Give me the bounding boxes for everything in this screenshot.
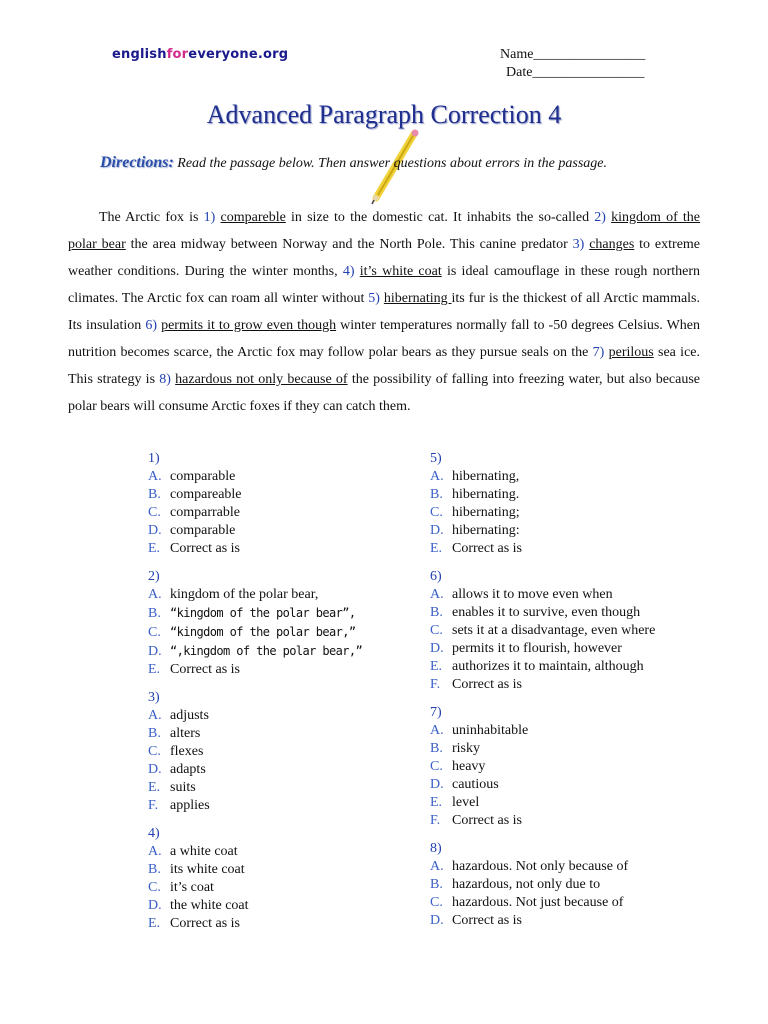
option-text: “,kingdom of the polar bear,” [170, 644, 363, 658]
answer-option[interactable] [148, 623, 408, 642]
question-8 [430, 840, 720, 930]
passage-error-6: permits it to grow even though [161, 318, 337, 333]
passage-marker-2: 2) [594, 210, 606, 225]
answer-option[interactable] [148, 879, 408, 897]
question-number: 5) [430, 451, 442, 466]
option-letter: A. [430, 587, 444, 602]
option-text: the white coat [170, 898, 249, 913]
passage-marker-5: 5) [368, 291, 380, 306]
passage-error-3: changes [589, 237, 635, 252]
option-letter: E. [148, 916, 161, 931]
option-letter: A. [430, 723, 444, 738]
answer-option[interactable] [148, 540, 408, 558]
passage-error-5: hibernating [383, 291, 452, 306]
answer-option[interactable] [148, 586, 408, 604]
option-text: compareable [170, 487, 242, 502]
option-letter: B. [148, 606, 161, 621]
option-text: allows it to move even when [452, 587, 613, 602]
passage-marker-3: 3) [572, 237, 585, 252]
option-text: uninhabitable [452, 723, 529, 738]
option-letter: B. [430, 877, 443, 892]
option-text: kingdom of the polar bear, [170, 587, 319, 602]
question-4 [148, 825, 408, 933]
answer-option[interactable] [430, 794, 720, 812]
answer-option[interactable] [430, 640, 720, 658]
option-text: adapts [170, 762, 206, 777]
passage-marker-8: 8) [159, 372, 171, 387]
passage-error-1: compareble [220, 210, 286, 225]
answer-option[interactable] [148, 642, 408, 661]
site-logo-everyone: everyone.org [188, 47, 289, 62]
option-text: hibernating. [452, 487, 520, 502]
option-letter: E. [430, 541, 443, 556]
option-letter: F. [430, 813, 441, 828]
directions-label: Directions: [100, 154, 174, 171]
option-letter: E. [148, 541, 161, 556]
answer-option[interactable] [148, 897, 408, 915]
option-text: level [452, 795, 480, 810]
passage-marker-4: 4) [342, 264, 355, 279]
option-text: hibernating; [452, 505, 520, 520]
date-field[interactable]: Date________________ [506, 65, 645, 80]
answer-option[interactable] [148, 604, 408, 623]
question-5 [430, 450, 720, 558]
question-number: 6) [430, 569, 442, 584]
option-text: comparrable [170, 505, 240, 520]
option-text: comparable [170, 469, 236, 484]
option-letter: E. [430, 795, 443, 810]
option-letter: C. [148, 744, 161, 759]
option-letter: C. [148, 880, 161, 895]
answer-option[interactable] [430, 894, 720, 912]
option-text: Correct as is [452, 813, 522, 828]
question-number: 3) [148, 690, 160, 705]
option-letter: D. [430, 641, 444, 656]
option-text: Correct as is [452, 677, 522, 692]
question-number: 7) [430, 705, 442, 720]
option-text: hibernating: [452, 523, 520, 538]
answer-option[interactable] [430, 676, 720, 694]
option-text: Correct as is [170, 541, 240, 556]
option-letter: B. [148, 862, 161, 877]
option-letter: F. [148, 798, 159, 813]
option-letter: A. [148, 844, 162, 859]
answer-option[interactable] [430, 622, 720, 640]
answer-option[interactable] [430, 776, 720, 794]
question-2 [148, 568, 408, 679]
answer-option[interactable] [148, 661, 408, 679]
question-number: 8) [430, 841, 442, 856]
option-letter: E. [430, 659, 443, 674]
passage-marker-6: 6) [145, 318, 157, 333]
answer-option[interactable] [430, 604, 720, 622]
answer-option[interactable] [430, 912, 720, 930]
option-text: “kingdom of the polar bear,” [170, 625, 356, 639]
option-letter: B. [430, 605, 443, 620]
option-letter: C. [430, 505, 443, 520]
option-letter: F. [430, 677, 441, 692]
option-text: enables it to survive, even though [452, 605, 641, 620]
option-text: permits it to flourish, however [452, 641, 622, 656]
question-3 [148, 689, 408, 815]
answer-option[interactable] [430, 522, 720, 540]
passage-marker-1: 1) [203, 210, 216, 225]
question-number: 1) [148, 451, 160, 466]
directions [100, 154, 607, 172]
option-text: hazardous. Not only because of [452, 859, 629, 874]
answer-option[interactable] [148, 504, 408, 522]
answer-option[interactable] [430, 468, 720, 486]
site-logo [112, 47, 288, 62]
option-text: applies [170, 798, 210, 813]
answer-option[interactable] [430, 740, 720, 758]
answer-option[interactable] [148, 861, 408, 879]
option-text: a white coat [170, 844, 238, 859]
answer-option[interactable] [430, 758, 720, 776]
directions-text: Read the passage below. Then answer questions about errors in the passage. [177, 156, 607, 171]
question-number: 4) [148, 826, 160, 841]
option-text: hibernating, [452, 469, 520, 484]
passage: The Arctic fox is 1) compareble in size to the domestic cat. It inhabits the so-called 2) kingdom of the polar bear the area midway between Norway and the North Pole. This canine predator 3) changes to extreme weather conditions. During the winter months, 4) it’s white coat is ideal camouflage in these rough northern climates. The Arctic fox can roam all winter without 5) hibernating its fur is the thickest of all Arctic mammals. Its insulation 6) permits it to grow even though winter temperatures normally fall to -50 degrees Celsius. When nutrition becomes scarce, the Arctic fox may follow polar bears as they pursue seals on the 7) perilous sea ice. This strategy is 8) hazardous not only because of the possibility of falling into freezing water, but also because polar bears will consume Arctic foxes if they can catch them. [68, 210, 701, 414]
option-text: adjusts [170, 708, 209, 723]
answer-option[interactable] [430, 812, 720, 830]
answer-option[interactable] [148, 843, 408, 861]
option-letter: C. [148, 505, 161, 520]
passage-error-4: it’s white coat [359, 264, 442, 279]
site-logo-english: english [112, 47, 167, 62]
option-text: Correct as is [170, 662, 240, 677]
option-text: “kingdom of the polar bear”, [170, 606, 356, 620]
question-7 [430, 704, 720, 830]
name-field[interactable]: Name________________ [500, 47, 646, 62]
option-text: its white coat [170, 862, 245, 877]
option-text: hazardous, not only due to [452, 877, 601, 892]
option-letter: B. [430, 487, 443, 502]
passage-error-2: kingdom of the polar bear [68, 210, 701, 252]
option-letter: A. [430, 469, 444, 484]
questions-right-column [430, 450, 720, 940]
option-text: authorizes it to maintain, although [452, 659, 644, 674]
answer-option[interactable] [430, 540, 720, 558]
option-letter: D. [148, 644, 162, 659]
answer-option[interactable] [148, 522, 408, 540]
option-letter: B. [148, 487, 161, 502]
answer-option[interactable] [148, 743, 408, 761]
passage-error-8: hazardous not only because of [175, 372, 348, 387]
option-text: heavy [452, 759, 486, 774]
option-letter: C. [430, 759, 443, 774]
option-text: alters [170, 726, 201, 741]
option-text: sets it at a disadvantage, even where [452, 623, 656, 638]
answer-option[interactable] [148, 707, 408, 725]
answer-option[interactable] [430, 858, 720, 876]
site-logo-for: for [166, 47, 189, 62]
option-text: comparable [170, 523, 236, 538]
answer-option[interactable] [148, 797, 408, 815]
passage-marker-7: 7) [592, 345, 605, 360]
option-text: risky [452, 741, 480, 756]
option-letter: A. [148, 587, 162, 602]
answer-option[interactable] [430, 658, 720, 676]
question-1 [148, 450, 408, 558]
option-letter: C. [430, 623, 443, 638]
question-6 [430, 568, 720, 694]
page-title: Advanced Paragraph Correction 4 [206, 100, 562, 129]
option-text: suits [170, 780, 196, 795]
option-letter: D. [148, 762, 162, 777]
option-letter: A. [430, 859, 444, 874]
option-text: Correct as is [170, 916, 240, 931]
answer-option[interactable] [148, 468, 408, 486]
option-letter: E. [148, 662, 161, 677]
option-letter: D. [430, 913, 444, 928]
option-letter: C. [430, 895, 443, 910]
option-text: flexes [170, 744, 204, 759]
answer-option[interactable] [430, 722, 720, 740]
option-letter: D. [148, 898, 162, 913]
answer-option[interactable] [430, 876, 720, 894]
option-letter: A. [148, 469, 162, 484]
answer-option[interactable] [148, 761, 408, 779]
option-letter: B. [148, 726, 161, 741]
option-letter: C. [148, 625, 161, 640]
answer-option[interactable] [148, 486, 408, 504]
question-number: 2) [148, 569, 160, 584]
option-text: hazardous. Not just because of [452, 895, 624, 910]
answer-option[interactable] [148, 725, 408, 743]
passage-error-7: perilous [608, 345, 654, 360]
questions-left-column [148, 450, 408, 943]
option-letter: D. [148, 523, 162, 538]
option-letter: E. [148, 780, 161, 795]
option-letter: D. [430, 777, 444, 792]
option-letter: D. [430, 523, 444, 538]
option-letter: B. [430, 741, 443, 756]
option-text: Correct as is [452, 913, 522, 928]
answer-option[interactable] [430, 586, 720, 604]
answer-option[interactable] [430, 486, 720, 504]
option-letter: A. [148, 708, 162, 723]
answer-option[interactable] [430, 504, 720, 522]
answer-option[interactable] [148, 779, 408, 797]
answer-option[interactable] [148, 915, 408, 933]
option-text: it’s coat [170, 880, 214, 895]
option-text: Correct as is [452, 541, 522, 556]
option-text: cautious [452, 777, 499, 792]
